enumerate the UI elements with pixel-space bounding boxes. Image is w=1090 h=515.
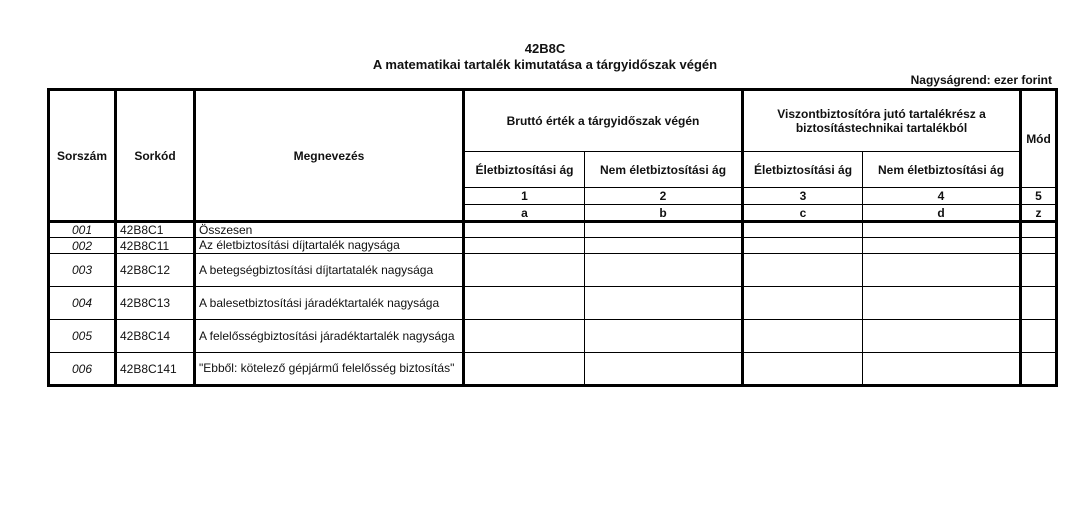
- table-row: [49, 320, 1057, 353]
- cell-d[interactable]: [863, 287, 1021, 320]
- cell-a[interactable]: [464, 238, 585, 254]
- row-sorszam: 005: [49, 320, 116, 353]
- header-sub-3: Életbiztosítási ág: [743, 152, 863, 188]
- col-letter-c: c: [743, 205, 863, 222]
- col-number-4: 4: [863, 188, 1021, 205]
- row-sorszam: 004: [49, 287, 116, 320]
- table-row: [49, 287, 1057, 320]
- cell-c[interactable]: [743, 320, 863, 353]
- cell-d[interactable]: [863, 238, 1021, 254]
- cell-z[interactable]: [1021, 353, 1057, 386]
- cell-d[interactable]: [863, 353, 1021, 386]
- row-name: Összesen: [195, 222, 464, 238]
- cell-a[interactable]: [464, 254, 585, 287]
- cell-z[interactable]: [1021, 320, 1057, 353]
- cell-z[interactable]: [1021, 238, 1057, 254]
- header-mod: Mód: [1021, 90, 1057, 188]
- row-sorszam: 002: [49, 238, 116, 254]
- cell-b[interactable]: [585, 320, 743, 353]
- cell-c[interactable]: [743, 222, 863, 238]
- row-sorkod: 42B8C12: [116, 254, 195, 287]
- row-sorszam: 001: [49, 222, 116, 238]
- col-letter-z: z: [1021, 205, 1057, 222]
- cell-b[interactable]: [585, 254, 743, 287]
- row-sorszam: 006: [49, 353, 116, 386]
- header-megnevezes: Megnevezés: [195, 90, 464, 222]
- row-sorszam: 003: [49, 254, 116, 287]
- row-name: "Ebből: kötelező gépjármű felelősség biztosítás": [195, 353, 464, 386]
- table-row: [49, 254, 1057, 287]
- cell-c[interactable]: [743, 353, 863, 386]
- report-code: 42B8C: [524, 41, 566, 56]
- cell-c[interactable]: [743, 287, 863, 320]
- header-sub-2: Nem életbiztosítási ág: [585, 152, 743, 188]
- cell-b[interactable]: [585, 287, 743, 320]
- header-group-viszont: Viszontbiztosítóra jutó tartalékrész a biztosítástechnikai tartalékból: [743, 90, 1021, 152]
- header-sub-1: Életbiztosítási ág: [464, 152, 585, 188]
- cell-a[interactable]: [464, 222, 585, 238]
- header-sorszam: Sorszám: [49, 90, 116, 222]
- row-name: A balesetbiztosítási járadéktartalék nagysága: [195, 287, 464, 320]
- cell-d[interactable]: [863, 222, 1021, 238]
- col-number-2: 2: [585, 188, 743, 205]
- col-letter-b: b: [585, 205, 743, 222]
- row-sorkod: 42B8C11: [116, 238, 195, 254]
- cell-c[interactable]: [743, 254, 863, 287]
- cell-z[interactable]: [1021, 254, 1057, 287]
- row-sorkod: 42B8C141: [116, 353, 195, 386]
- table-row: [49, 222, 1057, 238]
- header-group-brutto: Bruttó érték a tárgyidőszak végén: [464, 90, 743, 152]
- row-sorkod: 42B8C1: [116, 222, 195, 238]
- cell-a[interactable]: [464, 353, 585, 386]
- cell-d[interactable]: [863, 254, 1021, 287]
- cell-d[interactable]: [863, 320, 1021, 353]
- col-number-3: 3: [743, 188, 863, 205]
- row-name: A betegségbiztosítási díjtartatalék nagysága: [195, 254, 464, 287]
- col-letter-a: a: [464, 205, 585, 222]
- cell-b[interactable]: [585, 353, 743, 386]
- report-title: A matematikai tartalék kimutatása a tárgyidőszak végén: [372, 57, 718, 72]
- col-number-1: 1: [464, 188, 585, 205]
- row-name: Az életbiztosítási díjtartalék nagysága: [195, 238, 464, 254]
- col-number-5: 5: [1021, 188, 1057, 205]
- row-sorkod: 42B8C13: [116, 287, 195, 320]
- row-name: A felelősségbiztosítási járadéktartalék nagysága: [195, 320, 464, 353]
- col-letter-d: d: [863, 205, 1021, 222]
- table-row: [49, 238, 1057, 254]
- cell-z[interactable]: [1021, 287, 1057, 320]
- cell-b[interactable]: [585, 222, 743, 238]
- row-sorkod: 42B8C14: [116, 320, 195, 353]
- unit-label: Nagyságrend: ezer forint: [910, 73, 1052, 87]
- header-sorkod: Sorkód: [116, 90, 195, 222]
- cell-z[interactable]: [1021, 222, 1057, 238]
- table-row: [49, 353, 1057, 386]
- report-table: [47, 88, 1058, 387]
- header-sub-4: Nem életbiztosítási ág: [863, 152, 1021, 188]
- cell-a[interactable]: [464, 320, 585, 353]
- cell-a[interactable]: [464, 287, 585, 320]
- cell-b[interactable]: [585, 238, 743, 254]
- cell-c[interactable]: [743, 238, 863, 254]
